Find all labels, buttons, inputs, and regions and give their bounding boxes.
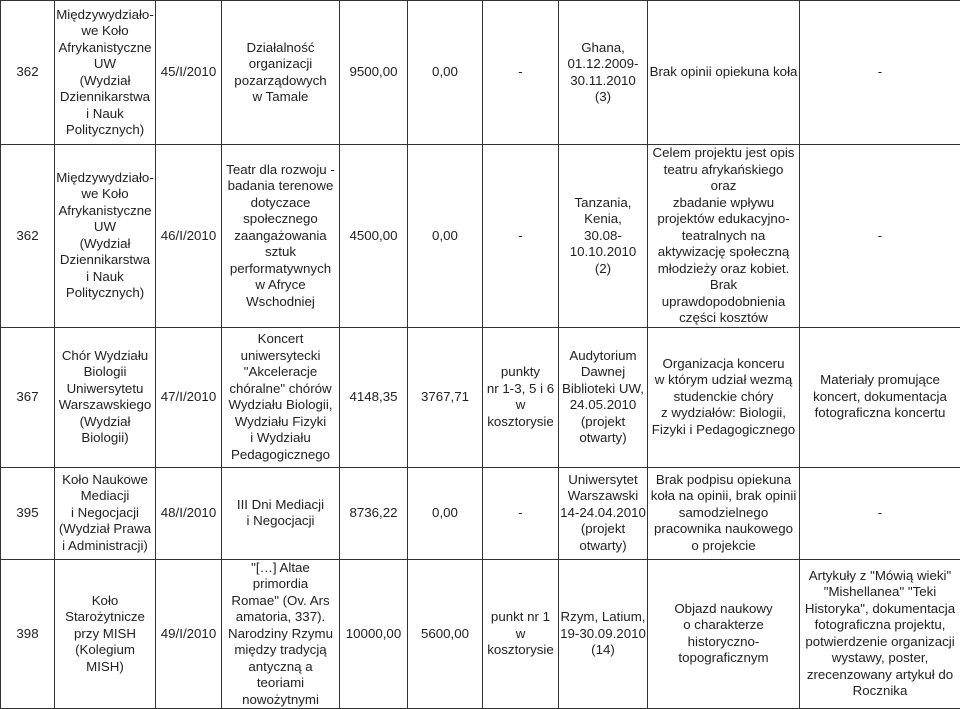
cell-organization: Międzywydziało- we Koło Afrykanistyczne UW (Wydział Dziennikarstwa i Nauk Politycznych)	[55, 145, 156, 328]
cell-requested-amount: 4148,35	[340, 327, 408, 467]
cell-deliverables: -	[800, 145, 960, 328]
cell-deliverables: Artykuły z "Mówią wieki" "Mishellanea" "Teki Historyka", dokumentacja fotograficzna projektu, potwierdzenie organizacji wystawy, poster, zrecenzowany artykuł do Rocznika	[800, 559, 960, 709]
cell-project-title: Działalność organizacji pozarządowych w Tamale	[222, 1, 340, 145]
cell-deliverables: -	[800, 1, 960, 145]
cell-place-date: Audytorium Dawnej Biblioteki UW, 24.05.2010 (projekt otwarty)	[559, 327, 648, 467]
cell-nr: 362	[1, 145, 55, 328]
cell-requested-amount: 10000,00	[340, 559, 408, 709]
cell-place-date: Ghana, 01.12.2009- 30.11.2010 (3)	[559, 1, 648, 145]
cell-place-date: Rzym, Latium, 19-30.09.2010 (14)	[559, 559, 648, 709]
table-row	[1, 1, 960, 145]
cell-application-number: 49/I/2010	[156, 559, 222, 709]
cell-place-date: Uniwersytet Warszawski 14-24.04.2010 (projekt otwarty)	[559, 467, 648, 559]
table-row	[1, 559, 960, 709]
cell-cost-items: -	[483, 1, 559, 145]
cell-nr: 362	[1, 1, 55, 145]
table-row	[1, 467, 960, 559]
cell-project-title: Teatr dla rozwoju - badania terenowe dotyczace społecznego zaangażowania sztuk performatywnych w Afryce Wschodniej	[222, 145, 340, 328]
cell-remarks: Brak podpisu opiekuna koła na opinii, brak opinii samodzielnego pracownika naukowego o projekcie	[648, 467, 800, 559]
cell-organization: Koło Naukowe Mediacji i Negocjacji (Wydział Prawa i Administracji)	[55, 467, 156, 559]
cell-nr: 367	[1, 327, 55, 467]
table-row	[1, 145, 960, 328]
cell-cost-items: -	[483, 145, 559, 328]
cell-requested-amount: 4500,00	[340, 145, 408, 328]
cell-granted-amount: 0,00	[408, 145, 483, 328]
cell-project-title: III Dni Mediacji i Negocjacji	[222, 467, 340, 559]
cell-remarks: Brak opinii opiekuna koła	[648, 1, 800, 145]
cell-organization: Chór Wydziału Biologii Uniwersytetu Warszawskiego (Wydział Biologii)	[55, 327, 156, 467]
cell-place-date: Tanzania, Kenia, 30.08- 10.10.2010 (2)	[559, 145, 648, 328]
cell-cost-items: -	[483, 467, 559, 559]
cell-cost-items: punkty nr 1-3, 5 i 6 w kosztorysie	[483, 327, 559, 467]
table-row	[1, 327, 960, 467]
cell-remarks: Objazd naukowy o charakterze historyczno- topograficznym	[648, 559, 800, 709]
cell-requested-amount: 8736,22	[340, 467, 408, 559]
cell-granted-amount: 0,00	[408, 1, 483, 145]
cell-nr: 395	[1, 467, 55, 559]
cell-application-number: 45/I/2010	[156, 1, 222, 145]
cell-granted-amount: 0,00	[408, 467, 483, 559]
cell-application-number: 46/I/2010	[156, 145, 222, 328]
cell-deliverables: Materiały promujące koncert, dokumentacja fotograficzna koncertu	[800, 327, 960, 467]
cell-granted-amount: 5600,00	[408, 559, 483, 709]
cell-granted-amount: 3767,71	[408, 327, 483, 467]
cell-project-title: "[…] Altae primordia Romae" (Ov. Ars amatoria, 337). Narodziny Rzymu między tradycją antyczną a teoriami nowożytnymi	[222, 559, 340, 709]
cell-application-number: 48/I/2010	[156, 467, 222, 559]
cell-remarks: Celem projektu jest opis teatru afrykańskiego oraz zbadanie wpływu projektów edukacyjno- teatralnych na aktywizację społeczną młodzieży oraz kobiet. Brak uprawdopodobnienia części kosztów	[648, 145, 800, 328]
cell-deliverables: -	[800, 467, 960, 559]
cell-nr: 398	[1, 559, 55, 709]
cell-application-number: 47/I/2010	[156, 327, 222, 467]
cell-remarks: Organizacja konceru w którym udział wezmą studenckie chóry z wydziałów: Biologii, Fizyki i Pedagogicznego	[648, 327, 800, 467]
cell-requested-amount: 9500,00	[340, 1, 408, 145]
cell-organization: Międzywydziało- we Koło Afrykanistyczne UW (Wydział Dziennikarstwa i Nauk Politycznych)	[55, 1, 156, 145]
cell-cost-items: punkt nr 1 w kosztorysie	[483, 559, 559, 709]
cell-project-title: Koncert uniwersytecki "Akceleracje chóralne" chórów Wydziału Biologii, Wydziału Fizyki i Wydziału Pedagogicznego	[222, 327, 340, 467]
cell-organization: Koło Starożytnicze przy MISH (Kolegium MISH)	[55, 559, 156, 709]
